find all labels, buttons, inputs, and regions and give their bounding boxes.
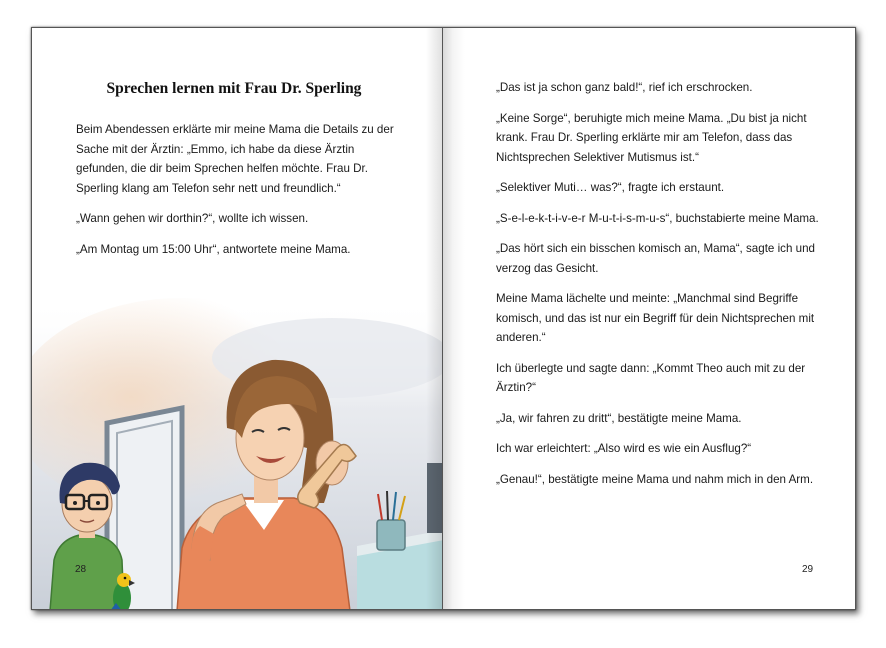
paragraph: Ich überlegte und sagte dann: „Kommt Theo auch mit zu der Ärztin?“ [496, 361, 806, 394]
paragraph: Beim Abendessen erklärte mir meine Mama die Details zu der Sache mit der Ärztin: „Emmo, ich habe da diese Ärztin gefunden, die dir beim Sprechen helfen möchte. Frau Dr. Sperling klang am Telefon sehr nett und freundlich.“ [76, 123, 394, 195]
paragraph: „Das hört sich ein bisschen komisch an, Mama“, sagte ich und verzog das Gesicht. [496, 242, 815, 275]
paragraph: „Das ist ja schon ganz bald!“, rief ich erschrocken. [496, 81, 753, 94]
left-page-text [76, 120, 396, 270]
paragraph: „Ja, wir fahren zu dritt“, bestätigte meine Mama. [496, 411, 742, 425]
open-book [31, 27, 856, 610]
page-number-left: 28 [75, 564, 87, 575]
paragraph: „Am Montag um 15:00 Uhr“, antwortete meine Mama. [76, 242, 351, 256]
left-page [31, 27, 443, 610]
chapter-title: Sprechen lernen mit Frau Dr. Sperling [106, 80, 362, 97]
paragraph: Meine Mama lächelte und meinte: „Manchmal sind Begriffe komisch, und das ist nur ein Begriff für dein Nichtsprechen mit anderen.“ [496, 292, 815, 344]
left-gutter-shadow [426, 28, 442, 609]
paragraph: „S-e-l-e-k-t-i-v-e-r M-u-t-i-s-m-u-s“, buchstabierte meine Mama. [496, 211, 819, 225]
illustration [32, 298, 443, 610]
right-page-text [496, 78, 826, 500]
paragraph: „Genau!“, bestätigte meine Mama und nahm mich in den Arm. [496, 472, 814, 486]
paragraph: „Wann gehen wir dorthin?“, wollte ich wissen. [76, 212, 309, 225]
paragraph: „Keine Sorge“, beruhigte mich meine Mama. „Du bist ja nicht krank. Frau Dr. Sperling erklärte mir am Telefon, dass das Nichtsprechen Selektiver Mutismus ist.“ [496, 111, 807, 164]
paragraph: „Selektiver Muti… was?“, fragte ich erstaunt. [496, 181, 725, 194]
page-number-right: 29 [802, 564, 814, 575]
paragraph: Ich war erleichtert: „Also wird es wie ein Ausflug?“ [496, 442, 752, 455]
right-page [443, 27, 856, 610]
